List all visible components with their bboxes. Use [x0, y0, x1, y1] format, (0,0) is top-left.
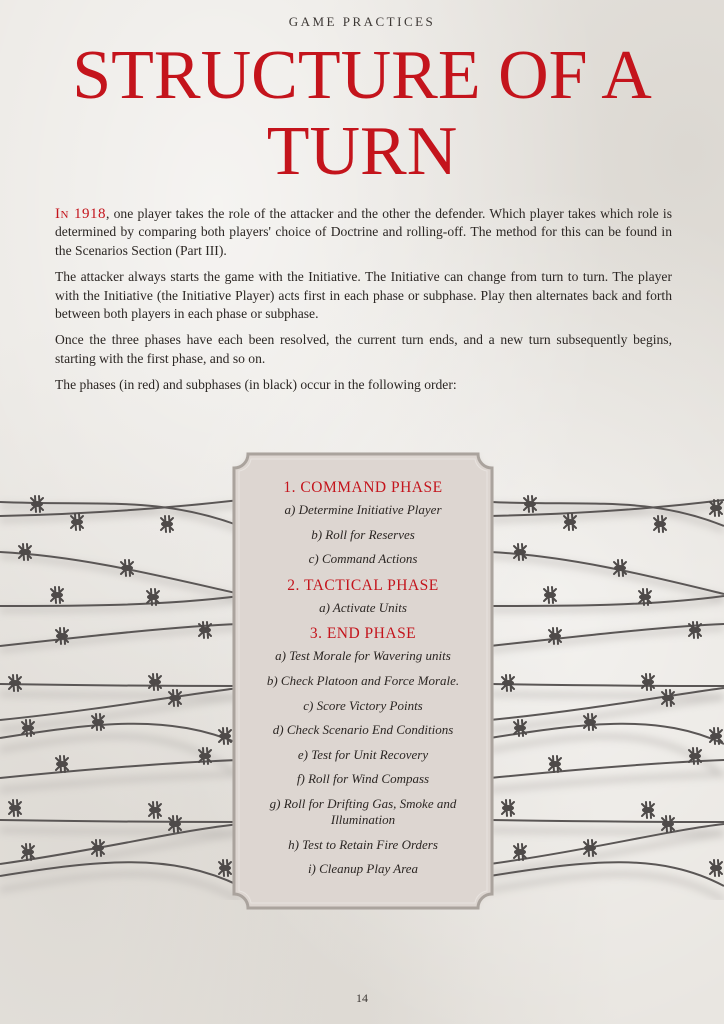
paragraph-3: Once the three phases have each been resolved, the current turn ends, and a new turn subsequently begins, starting with the first phase, and so on.	[55, 332, 672, 366]
phase-end	[232, 624, 494, 877]
subphase-item: a) Activate Units	[319, 599, 407, 615]
subphase-item: d) Check Scenario End Conditions	[272, 722, 454, 738]
page-number: 14	[356, 991, 368, 1005]
phase-tactical	[232, 576, 494, 616]
phase-list	[232, 476, 494, 886]
subphase-item: c) Command Actions	[308, 551, 418, 567]
phase-command	[232, 478, 494, 567]
paragraph-1-text: , one player takes the role of the attacker and the other the defender. Which player takes which role is determined by comparing both players' choice of Doctrine and rolling-off. The method for this can be found in the Scenarios Section (Part III).	[55, 206, 672, 258]
section-kicker: GAME PRACTICES	[288, 14, 436, 29]
phase-title: 1. COMMAND PHASE	[283, 479, 443, 496]
drop-lead: In 1918	[55, 206, 107, 222]
phase-title: 2. TACTICAL PHASE	[287, 576, 439, 594]
subphase-item: a) Test Morale for Wavering units	[275, 648, 451, 664]
title-line-2: TURN	[266, 113, 458, 190]
subphase-item: i) Cleanup Play Area	[307, 861, 419, 877]
paragraph-4: The phases (in red) and subphases (in black) occur in the following order:	[55, 377, 457, 393]
subphase-item: f) Roll for Wind Compass	[296, 771, 430, 787]
subphase-item: b) Check Platoon and Force Morale.	[266, 672, 460, 688]
paragraph-1	[55, 205, 672, 260]
title-line-1: STRUCTURE OF A	[72, 37, 652, 114]
subphase-item: h) Test to Retain Fire Orders	[288, 836, 438, 852]
subphase-item: e) Test for Unit Recovery	[297, 746, 429, 762]
turn-sequence-box	[232, 452, 494, 910]
paragraph-2: The attacker always starts the game with the Initiative. The Initiative can change from turn to turn. The player with the Initiative (the Initiative Player) acts first in each phase or subphase. Play then alternates back and forth between both players in each phase or subphase.	[55, 269, 672, 322]
phase-title: 3. END PHASE	[309, 625, 417, 643]
subphase-item: g) Roll for Drifting Gas, Smoke and Illumination	[269, 795, 457, 827]
intro-text	[55, 205, 672, 403]
page-title	[0, 38, 724, 190]
subphase-item: c) Score Victory Points	[303, 697, 423, 713]
subphase-item: b) Roll for Reserves	[311, 526, 415, 542]
subphase-item: a) Determine Initiative Player	[284, 502, 442, 517]
